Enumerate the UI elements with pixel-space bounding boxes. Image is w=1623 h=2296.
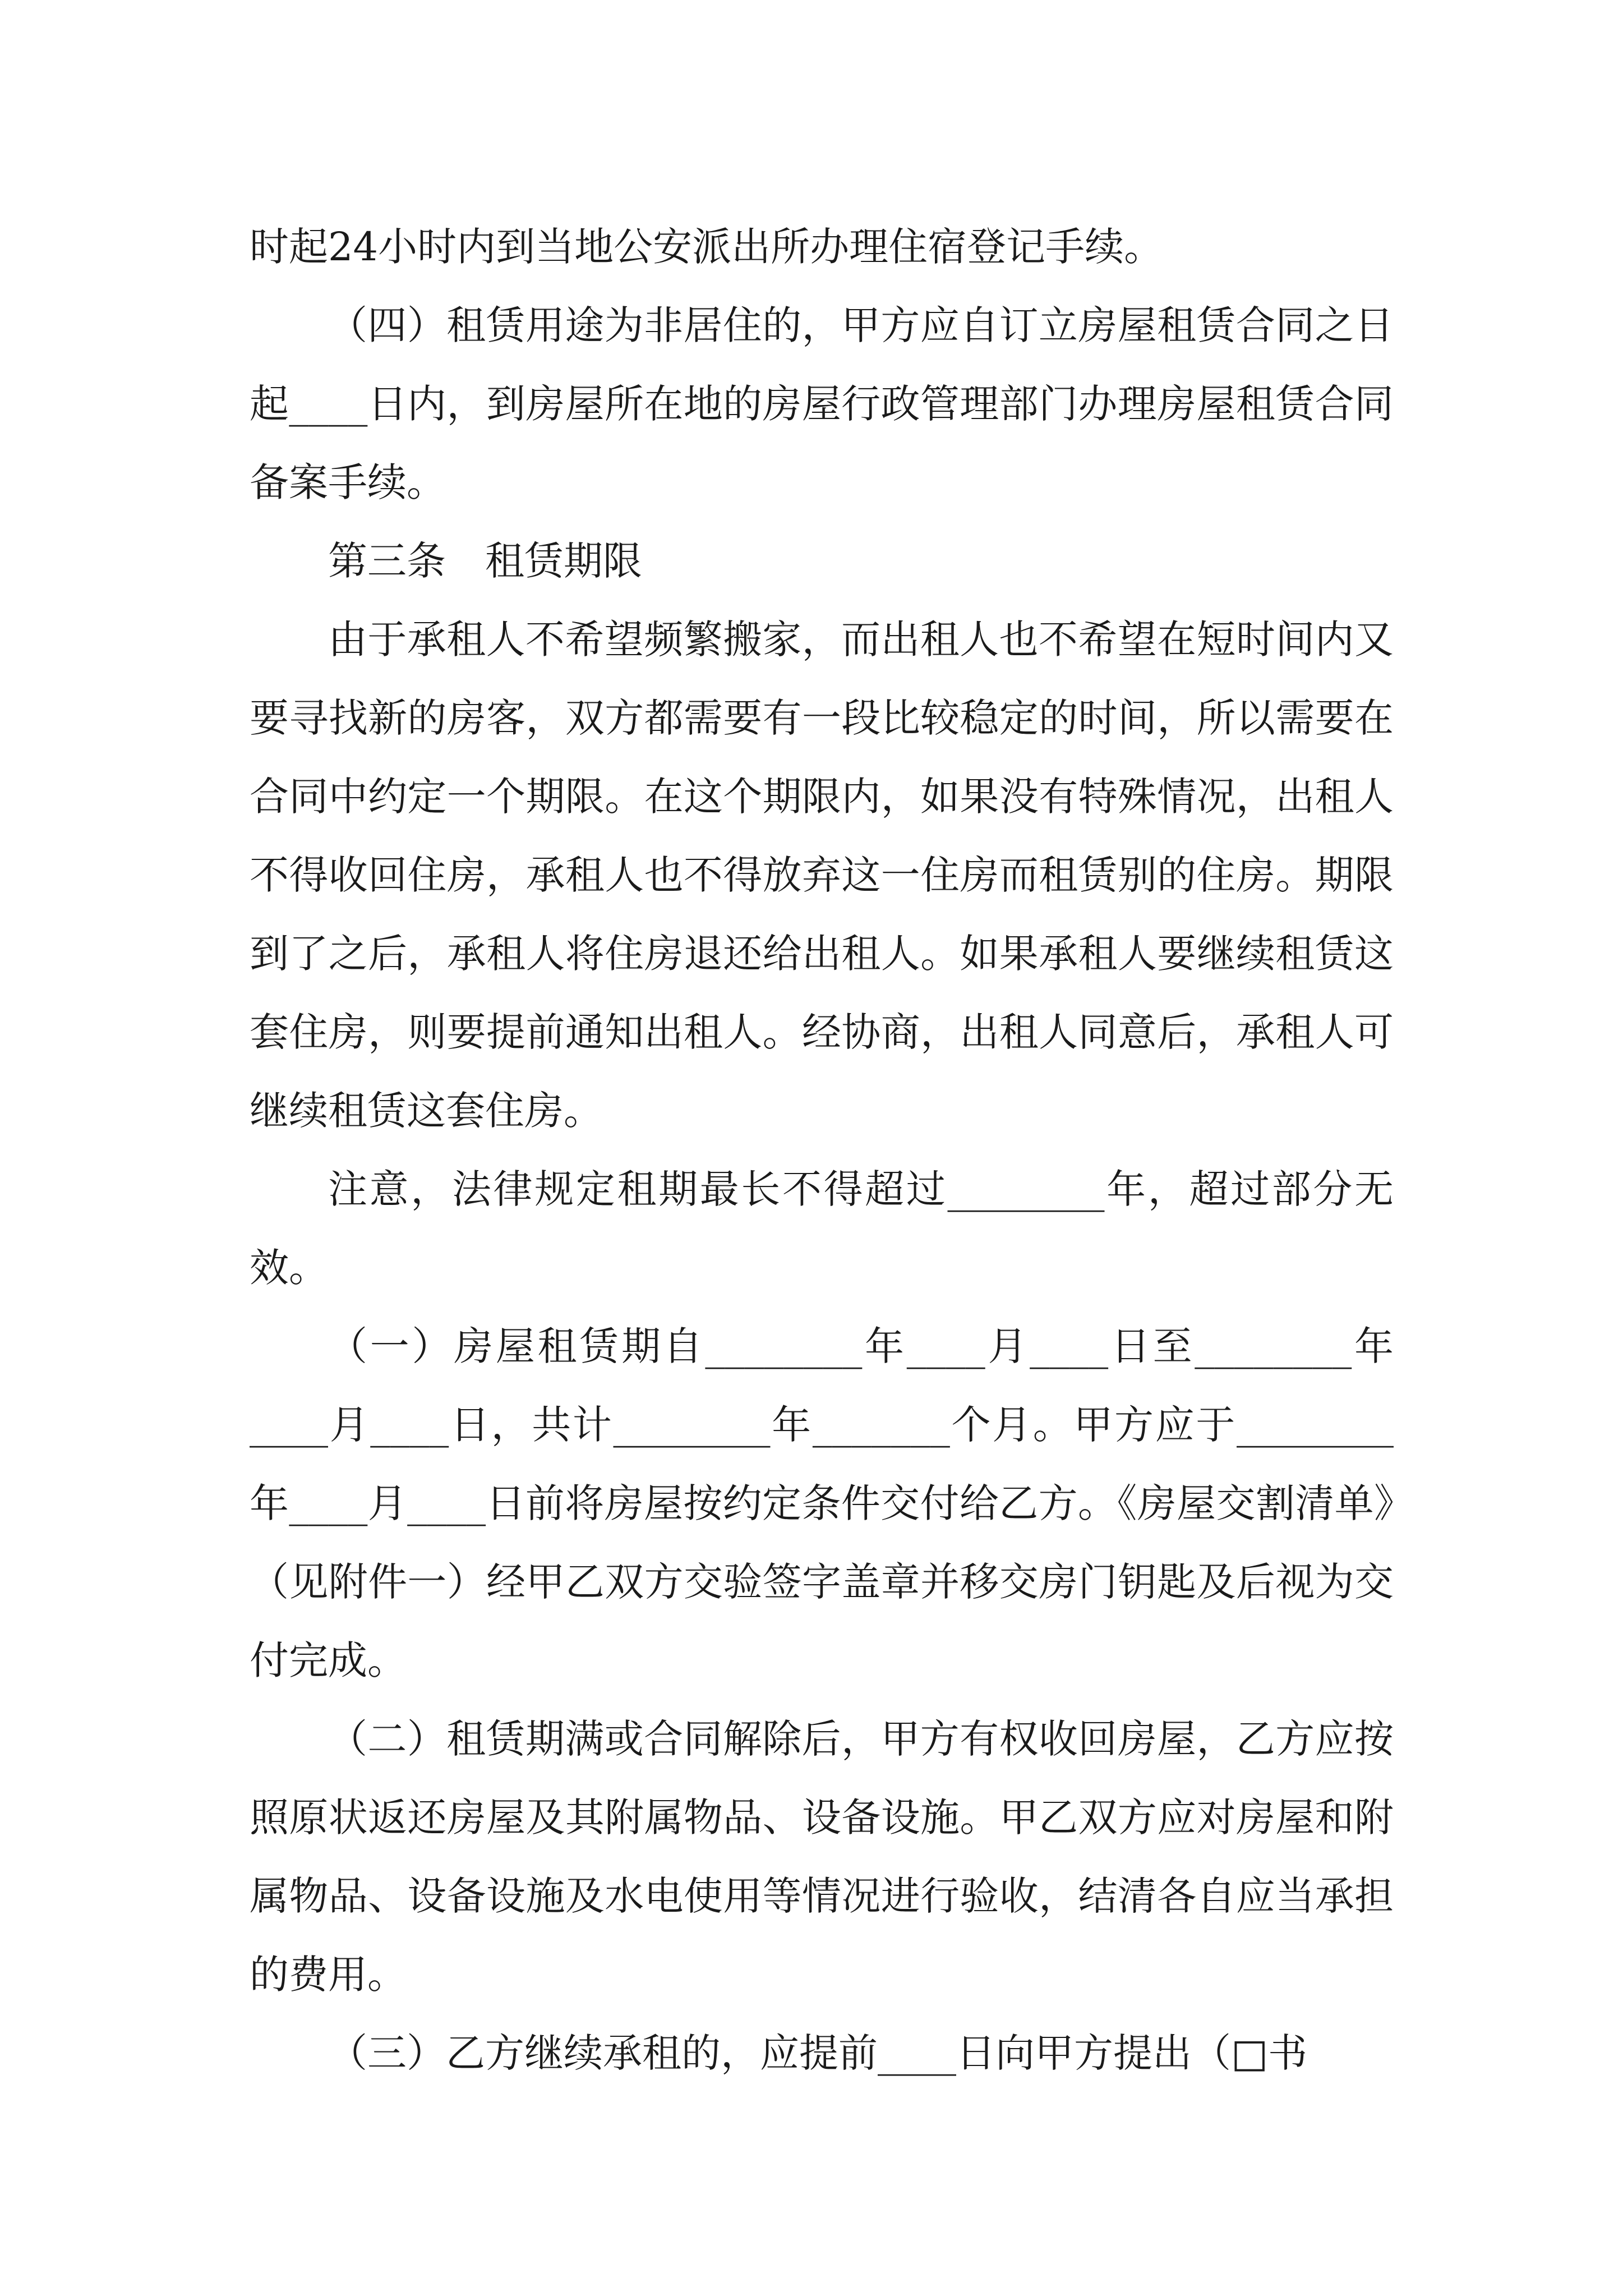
paragraph-legal-max-term: 注意，法律规定租期最长不得超过________年，超过部分无效。 xyxy=(250,1166,1394,1291)
document-body xyxy=(250,208,1394,2092)
paragraph-clause-1-lease-period: （一）房屋租赁期自________年____月____日至________年____月____日，共计________年_______个月。甲方应于________年____月____日前将房屋按约定条件交付给乙方。《房屋交割清单》（见附件一）经甲乙双方交验签字盖章并移交房门钥匙及后视为交付完成。 xyxy=(250,1323,1394,1683)
paragraph-registration-continued: 时起24小时内到当地公安派出所办理住宿登记手续。 xyxy=(250,224,1164,270)
paragraph-clause-3-renewal: （三）乙方继续承租的，应提前____日向甲方提出（□书 xyxy=(328,2030,1308,2076)
paragraph-clause-2-expiry-return: （二）租赁期满或合同解除后，甲方有权收回房屋，乙方应按照原状返还房屋及其附属物品、设备设施。甲乙双方应对房屋和附属物品、设备设施及水电使用等情况进行验收，结清各自应当承担的费用。 xyxy=(250,1716,1394,1998)
paragraph-term-explanation: 由于承租人不希望频繁搬家，而出租人也不希望在短时间内又要寻找新的房客，双方都需要有一段比较稳定的时间，所以需要在合同中约定一个期限。在这个期限内，如果没有特殊情况，出租人不得收回住房，承租人也不得放弃这一住房而租赁别的住房。期限到了之后，承租人将住房退还给出租人。如果承租人要继续租赁这套住房，则要提前通知出租人。经协商，出租人同意后，承租人可继续租赁这套住房。 xyxy=(250,616,1394,1134)
section-heading-article-3: 第三条 租赁期限 xyxy=(328,538,642,584)
paragraph-clause-4-nonresidential: （四）租赁用途为非居住的，甲方应自订立房屋租赁合同之日起____日内，到房屋所在地的房屋行政管理部门办理房屋租赁合同备案手续。 xyxy=(250,302,1394,505)
